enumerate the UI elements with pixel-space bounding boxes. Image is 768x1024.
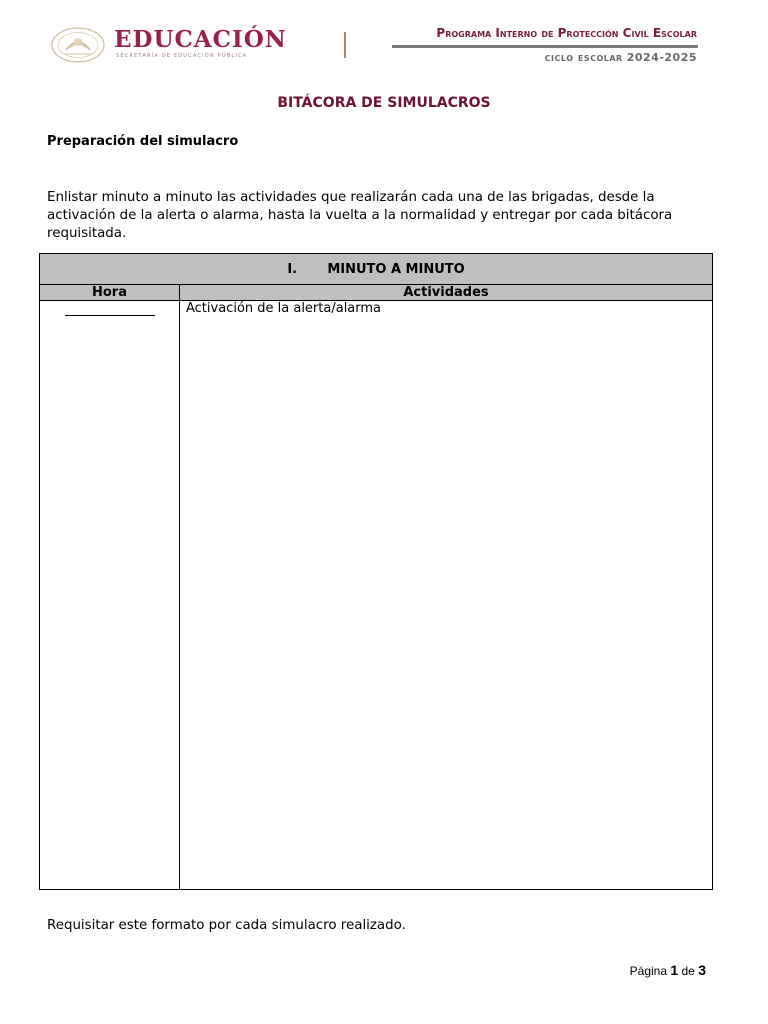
table-row bbox=[40, 301, 713, 890]
section-title: Preparación del simulacro bbox=[47, 134, 239, 149]
actividad-cell[interactable]: Activación de la alerta/alarma bbox=[180, 301, 713, 890]
table-numeral: I. bbox=[287, 261, 298, 277]
table-title bbox=[40, 254, 713, 285]
table-title-row bbox=[40, 254, 713, 285]
hora-blank-line bbox=[65, 315, 155, 316]
program-name: Programa Interno de Protección Civil Escolar bbox=[436, 26, 697, 40]
minute-log-table bbox=[39, 253, 713, 890]
table-header-row bbox=[40, 285, 713, 301]
intro-paragraph: Enlistar minuto a minuto las actividades que realizarán cada una de las brigadas, desde la activación de la alerta o alarma, hasta la vuelta a la normalidad y entregar por cada bitácora requisitada. bbox=[47, 190, 673, 241]
table-title-text: MINUTO A MINUTO bbox=[327, 261, 465, 277]
program-rule bbox=[392, 45, 698, 48]
page-number bbox=[630, 962, 706, 978]
hora-cell[interactable] bbox=[40, 301, 180, 890]
school-cycle bbox=[545, 51, 697, 64]
header-separator bbox=[344, 32, 346, 58]
national-seal-icon bbox=[50, 26, 106, 64]
brand-subtitle: SECRETARÍA DE EDUCACIÓN PÚBLICA bbox=[116, 53, 248, 59]
page-total: 3 bbox=[698, 962, 706, 978]
page-sep: de bbox=[681, 964, 695, 978]
page-word: Página bbox=[629, 964, 668, 978]
cycle-years: 2024-2025 bbox=[626, 51, 697, 64]
column-header-hora: Hora bbox=[40, 285, 180, 301]
document-title: BITÁCORA DE SIMULACROS bbox=[277, 95, 491, 111]
page-current: 1 bbox=[670, 962, 679, 978]
cycle-label: ciclo escolar bbox=[544, 51, 623, 64]
brand-wordmark: EDUCACIÓN bbox=[114, 26, 287, 53]
footer-note: Requisitar este formato por cada simulacro realizado. bbox=[47, 918, 406, 933]
page-header bbox=[0, 0, 768, 80]
column-header-actividades: Actividades bbox=[180, 285, 713, 301]
